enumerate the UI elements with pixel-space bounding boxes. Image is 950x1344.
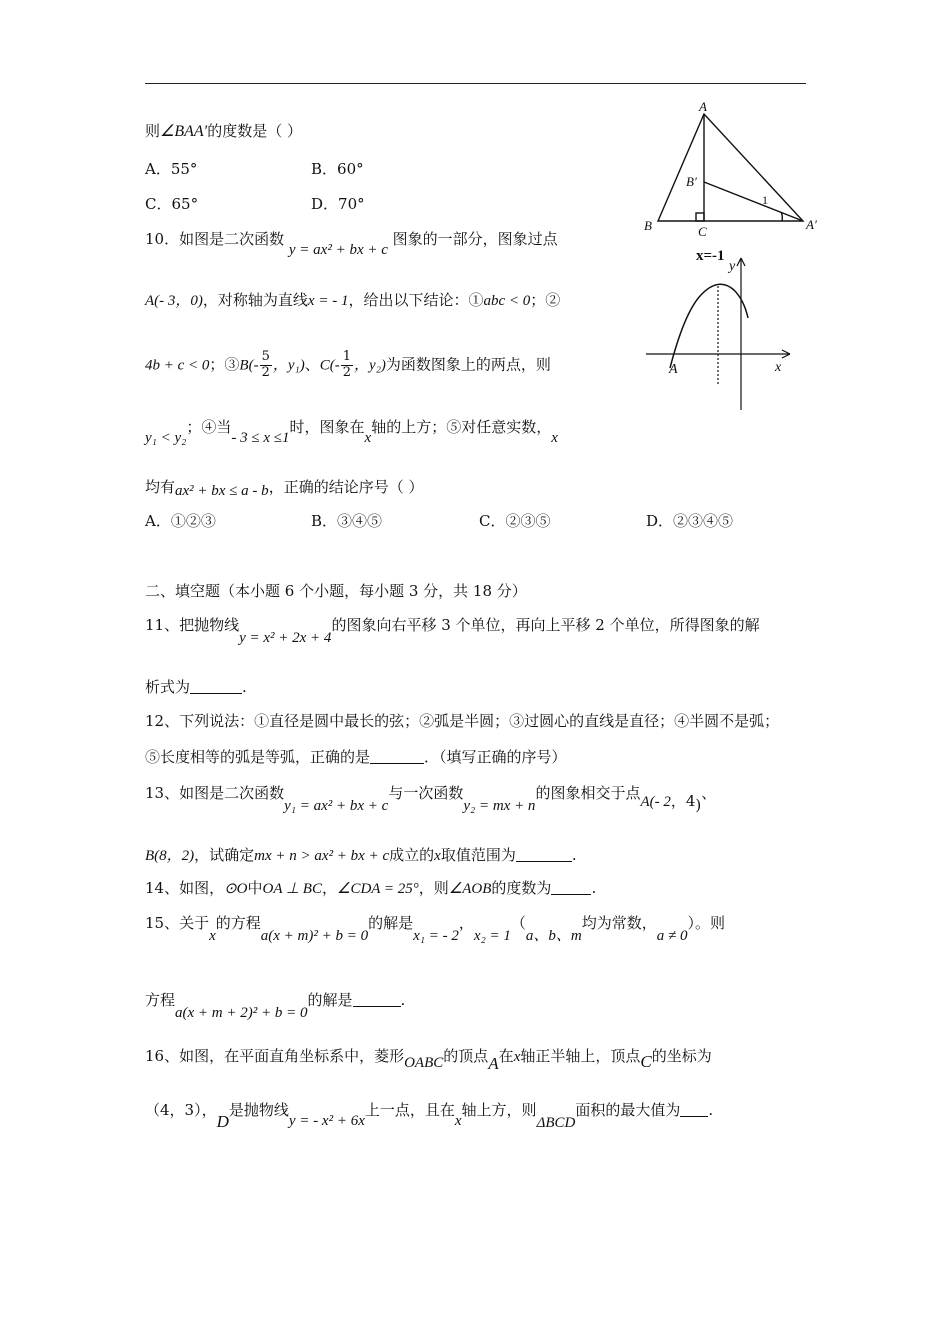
label-a-prime: A′: [806, 217, 817, 232]
q10-text: 时，图象在: [289, 418, 365, 436]
q16-triangle: ΔBCD: [536, 1115, 576, 1131]
fraction-5-2: [260, 350, 272, 381]
q10-text: 为函数图象上的两点，则: [385, 355, 551, 374]
q16-text: 的顶点: [443, 1047, 489, 1065]
q10-x: x: [551, 430, 558, 446]
q15-text: 方程: [145, 991, 176, 1009]
section-2-heading: 二、填空题（本小题 6 个小题，每小题 3 分，共 18 分）: [145, 582, 527, 600]
q16-text: 在: [498, 1047, 514, 1065]
q10-text: 轴的上方；⑤对任意实数，: [371, 418, 552, 436]
q10-point-a: A(- 3，0): [145, 293, 203, 309]
point-a-label: A: [669, 362, 678, 377]
q15-x2: x₂ = 1: [473, 928, 511, 944]
label-c: C: [698, 224, 707, 239]
q15-text: 均为常数，: [581, 914, 657, 932]
q16-line1: [145, 1047, 712, 1073]
q11-answer-blank[interactable]: [190, 679, 242, 694]
q16-x: x: [513, 1049, 521, 1065]
q15-answer-blank[interactable]: [353, 992, 401, 1007]
q15-text: ）。则: [687, 914, 726, 932]
q10-text: 均有: [145, 478, 176, 496]
q12-line1: 12、下列说法：①直径是圆中最长的弦；②弧是半圆；③过圆心的直线是直径；④半圆不是弧；: [145, 712, 780, 730]
q10-cond2: 4b + c < 0: [145, 357, 210, 374]
q14-text: 的度数为: [491, 879, 552, 897]
q11-line2: [145, 679, 247, 695]
q13-text: .: [571, 846, 577, 864]
q14-text: 14、如图，: [145, 879, 225, 897]
q13-point-b: B(8，2): [145, 848, 195, 864]
q10-point-c: C(-: [319, 357, 340, 374]
q13-text: 的图象相交于点: [535, 784, 641, 802]
q16-point-d: D: [216, 1112, 229, 1131]
q16-text: 轴正半轴上，顶点: [520, 1047, 641, 1065]
q15-line2: [145, 991, 406, 1021]
q15-constants: a、b、m: [525, 928, 582, 944]
q13-inequality: mx + n > ax² + bx + c: [254, 848, 390, 864]
q11-eq: y = x² + 2x + 4: [239, 630, 332, 646]
q9-stem: [145, 124, 302, 140]
right-angle-mark: [696, 213, 704, 221]
q14-line: [145, 880, 596, 897]
q10-cond1: abc < 0: [483, 293, 531, 309]
q9-stem-post: 的度数是（ ）: [207, 122, 302, 140]
q9-option-b[interactable]: B．60°: [311, 160, 364, 178]
q10-line1: [145, 230, 558, 258]
q15-text: 的解是: [307, 991, 353, 1009]
q10-option-d[interactable]: D．②③④⑤: [646, 512, 734, 530]
q10-y2: ，y₂): [354, 357, 386, 374]
label-b-prime: B′: [686, 174, 697, 189]
x-axis-label: x: [775, 360, 782, 375]
triangle-outline: [658, 114, 803, 221]
q15-text: 的方程: [215, 914, 261, 932]
q12-line2: [145, 749, 567, 765]
q10-line2: [145, 293, 560, 309]
q15-x: x: [209, 928, 216, 944]
q13-eq2: y₂ = mx + n: [463, 798, 536, 814]
q10-number: 10．: [145, 230, 180, 248]
q16-text: 是抛物线: [228, 1101, 289, 1119]
q13-eq1: y₁ = ax² + bx + c: [284, 798, 389, 814]
q16-rhombus: OABC: [404, 1055, 444, 1071]
q9-angle: ∠BAA′: [160, 123, 208, 140]
q14-answer-blank[interactable]: [551, 880, 591, 895]
q16-vertex-c: C: [640, 1052, 652, 1071]
q15-eq: a(x + m)² + b = 0: [260, 928, 369, 944]
q12-answer-blank[interactable]: [370, 749, 424, 764]
q16-answer-blank[interactable]: [680, 1102, 708, 1117]
y-axis-label: y: [729, 259, 736, 274]
q16-line2: [145, 1101, 714, 1131]
q12-text: ⑤长度相等的弧是等弧，正确的是: [145, 748, 371, 766]
q13-point-a2: ，4: [670, 792, 696, 810]
q16-text: 的坐标为: [651, 1047, 712, 1065]
frac-num: 1: [342, 349, 352, 364]
q13-text: 13、如图是二次函数: [145, 784, 285, 802]
q10-option-a[interactable]: A．①②③: [145, 512, 216, 530]
frac-den: 2: [261, 364, 270, 380]
q10-text: 、: [304, 355, 320, 374]
q10-line4: [145, 418, 558, 446]
q10-text: 如图是二次函数: [179, 230, 285, 248]
q10-cond5: ax² + bx ≤ a - b: [175, 483, 269, 499]
q10-eq: y = ax² + bx + c: [288, 242, 388, 258]
q10-x: x: [364, 430, 372, 446]
header-rule: [145, 83, 806, 84]
q9-option-c[interactable]: C．65°: [145, 195, 199, 213]
q10-text: ；③: [209, 355, 240, 374]
q13-text: 、: [701, 784, 717, 802]
q10-parabola-figure: [640, 246, 800, 414]
q10-y1: ，y₁): [272, 357, 305, 374]
q10-symmetry-eq: x = - 1: [307, 293, 349, 309]
label-angle-1: 1: [762, 193, 768, 207]
q13-point-a3: ): [695, 796, 702, 814]
q13-point-a: A(- 2: [640, 794, 671, 810]
q14-perp: OA ⊥ BC: [262, 881, 322, 897]
q14-text: 中: [247, 879, 263, 897]
label-b: B: [644, 218, 652, 233]
label-a: A: [699, 100, 707, 114]
q16-text: （4，3），: [145, 1101, 217, 1119]
q16-text: 上一点，且在: [364, 1101, 455, 1119]
q13-text: 成立的: [389, 846, 435, 864]
q16-text: .: [708, 1101, 714, 1119]
q11-text: .: [242, 678, 247, 696]
q15-eq2: a(x + m + 2)² + b = 0: [175, 1005, 308, 1021]
q14-circle-o: ⊙O: [224, 881, 248, 897]
q10-text: ；②: [530, 291, 561, 309]
q14-angle-cda: ∠CDA = 25°: [337, 881, 419, 897]
q9-option-d[interactable]: D．70°: [311, 195, 365, 213]
q13-x: x: [434, 848, 441, 864]
q11-text: 析式为: [145, 678, 191, 696]
q9-stem-pre: 则: [145, 122, 161, 140]
q13-answer-blank[interactable]: [516, 847, 572, 862]
parabola-curve: [670, 284, 748, 368]
q13-text: 取值范围为: [440, 846, 516, 864]
q10-text: ，给出以下结论：①: [348, 291, 484, 309]
q10-range: - 3 ≤ x ≤1: [231, 430, 290, 446]
q13-line1: [145, 784, 717, 814]
q14-text: ，则: [418, 879, 449, 897]
segment-b-prime-a-prime: [704, 182, 803, 221]
q9-option-a[interactable]: A．55°: [145, 160, 198, 178]
q14-angle-aob: ∠AOB: [448, 881, 492, 897]
q15-line1: [145, 914, 726, 944]
q10-point-b: B(-: [239, 357, 259, 374]
frac-den: 2: [342, 364, 352, 380]
q15-a-nonzero: a ≠ 0: [656, 928, 688, 944]
q16-text: 面积的最大值为: [575, 1101, 681, 1119]
q15-text: 的解是: [368, 914, 414, 932]
q11-text: 的图象向右平移 3 个单位，再向上平移 2 个单位，所得图象的解: [331, 616, 760, 634]
q16-text: 16、如图，在平面直角坐标系中，菱形: [145, 1047, 405, 1065]
fraction-1-2: [341, 350, 353, 381]
q10-text: ；④当: [186, 418, 232, 436]
q10-text: ，正确的结论序号（ ）: [268, 478, 424, 496]
q12-text: ．（填写正确的序号）: [424, 748, 567, 766]
q16-text: 轴上方，则: [461, 1101, 537, 1119]
q10-text: ，对称轴为直线: [202, 291, 308, 309]
q15-text: .: [400, 991, 406, 1009]
angle-1-arc: [781, 212, 782, 221]
q13-text: 与一次函数: [388, 784, 464, 802]
q16-x: x: [454, 1113, 462, 1129]
q10-line3: [145, 350, 551, 381]
q10-line5: [145, 478, 424, 499]
q13-text: ，试确定: [194, 846, 255, 864]
q10-text: 图象的一部分，图象过点: [392, 230, 558, 248]
q15-x1: x₁ = - 2: [413, 928, 459, 944]
q15-text: ，: [458, 914, 474, 932]
q15-text: 15、关于: [145, 914, 210, 932]
q15-text: （: [510, 914, 526, 932]
axis-line-label: x=-1: [696, 248, 725, 264]
q9-triangle-figure: [640, 100, 825, 240]
q10-cond3: y₁ < y₂: [145, 430, 187, 446]
q13-line2: [145, 847, 577, 864]
q11-text: 11、把抛物线: [145, 616, 240, 634]
q10-option-c[interactable]: C．②③⑤: [479, 512, 551, 530]
q14-text: ，: [321, 879, 337, 897]
q11-line1: [145, 616, 760, 646]
q16-vertex-a: A: [488, 1054, 499, 1073]
q14-text: .: [591, 879, 597, 897]
q10-option-b[interactable]: B．③④⑤: [311, 512, 383, 530]
q16-parabola-eq: y = - x² + 6x: [288, 1113, 365, 1129]
frac-num: 5: [261, 349, 270, 364]
